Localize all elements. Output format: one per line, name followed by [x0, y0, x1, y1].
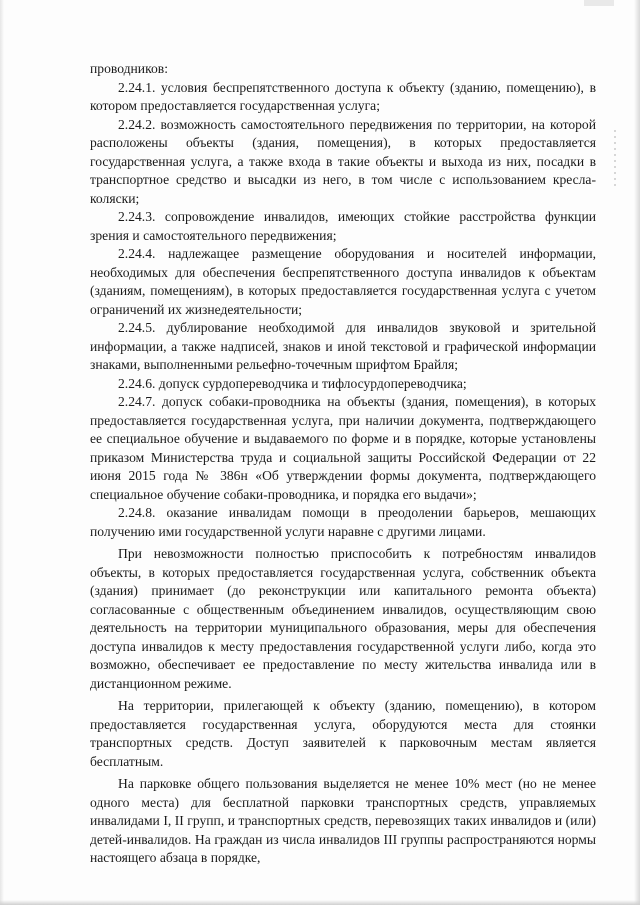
paragraph-2-24-4: 2.24.4. надлежащее размещение оборудования и носителей информации, необходимых для обеспечения беспрепятственного доступа инвалидов к объектам (зданиям, помещениям), в которых предоставляется государственная услуга с учетом ограничений их жизнедеятельности;	[90, 246, 596, 317]
scan-bottom-edge	[0, 900, 640, 905]
scan-right-edge	[634, 0, 640, 905]
paragraph-2-24-1: 2.24.1. условия беспрепятственного доступа к объекту (зданию, помещению), в котором предоставляется государственная услуга;	[90, 79, 596, 113]
paragraph-2-24-7: 2.24.7. допуск собаки-проводника на объекты (здания, помещения), в которых предоставляется государственная услуга, при наличии документа, подтверждающего ее специальное обучение и выдаваемого по форме и в порядке, которые установлены приказом Министерства труда и социальной защиты Российской Федерации от 22 июня 2015 года № 386н «Об утверждении формы документа, подтверждающего специальное обучение собаки-проводника, и порядка его выдачи»;	[90, 394, 596, 502]
scan-artifact-top	[584, 0, 614, 6]
paragraph-2-24-8: 2.24.8. оказание инвалидам помощи в преодолении барьеров, мешающих получению ими государственной услуги наравне с другими лицами.	[90, 505, 596, 539]
paragraph-continuation: проводников:	[90, 61, 168, 76]
scan-artifact-margin	[614, 130, 616, 190]
scan-left-edge	[0, 0, 4, 905]
paragraph-2-24-3: 2.24.3. сопровождение инвалидов, имеющих стойкие расстройства функции зрения и самостоятельного передвижения;	[90, 209, 596, 243]
paragraph-parking-disabled: На парковке общего пользования выделяется не менее 10% мест (но не менее одного места) для бесплатной парковки транспортных средств, управляемых инвалидами I, II групп, и транспортных средств, перевозящих таких инвалидов и (или) детей-инвалидов. На граждан из числа инвалидов III группы распространяются нормы настоящего абзаца в порядке,	[90, 776, 596, 865]
paragraph-2-24-6: 2.24.6. допуск сурдопереводчика и тифлосурдопереводчика;	[118, 375, 467, 391]
paragraph-accessibility-alternative: При невозможности полностью приспособить к потребностям инвалидов объекты, в которых предоставляется государственная услуга, собственник объекта (здания) принимает (до реконструкции или капитального ремонта объекта) согласованные с общественным объединением инвалидов, осуществляющим свою деятельность на территории муниципального образования, меры для обеспечения доступа инвалидов к месту предоставления государственной услуги либо, когда это возможно, обеспечивает ее предоставление по месту жительства инвалида или в дистанционном режиме.	[90, 546, 596, 691]
paragraph-2-24-2: 2.24.2. возможность самостоятельного передвижения по территории, на которой расположены объекты (здания, помещения), в которых предоставляется государственная услуга, а также входа в такие объекты и выхода из них, посадки в транспортное средство и высадки из него, в том числе с использованием кресла-коляски;	[90, 116, 596, 206]
paragraph-2-24-5: 2.24.5. дублирование необходимой для инвалидов звуковой и зрительной информации, а также надписей, знаков и иной текстовой и графической информации знаками, выполненными рельефно-точечным шрифтом Брайля;	[90, 320, 596, 372]
paragraph-parking-territory: На территории, прилегающей к объекту (зданию, помещению), в котором предоставляется государственная услуга, оборудуются места для стоянки транспортных средств. Доступ заявителей к парковочным местам является бесплатным.	[90, 698, 596, 769]
document-body	[90, 60, 596, 868]
